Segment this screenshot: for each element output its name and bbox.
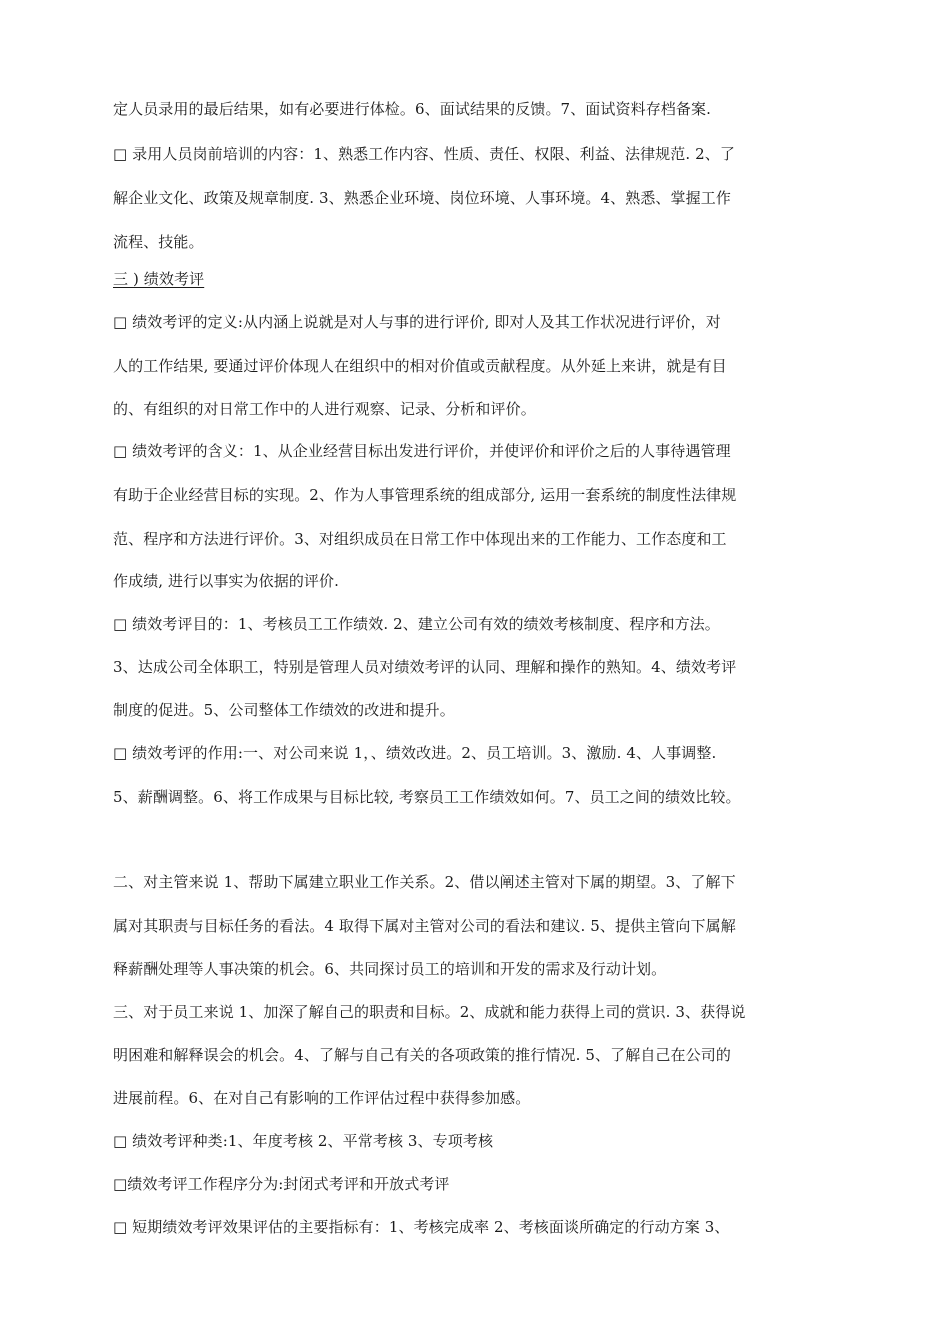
text-line: 解企业文化、政策及规章制度. 3、熟悉企业环境、岗位环境、人事环境。4、熟悉、掌握工作 [113, 189, 731, 207]
text-line: 的、有组织的对日常工作中的人进行观察、记录、分析和评价。 [113, 400, 536, 418]
text-line: 进展前程。6、在对自己有影响的工作评估过程中获得参加感。 [113, 1089, 531, 1107]
text-line: 三、对于员工来说 1、加深了解自己的职责和目标。2、成就和能力获得上司的赏识. 3、获得说 [113, 1003, 746, 1021]
text-line: 作成绩, 进行以事实为依据的评价. [113, 572, 340, 590]
text-line: 人的工作结果, 要通过评价体现人在组织中的相对价值或贡献程度。从外延上来讲，就是有目 [113, 357, 727, 375]
text-line: □ 绩效考评种类:1、年度考核 2、平常考核 3、专项考核 [113, 1132, 494, 1150]
text-line: □ 短期绩效考评效果评估的主要指标有：1、考核完成率 2、考核面谈所确定的行动方案 3、 [113, 1218, 730, 1236]
text-line: □ 绩效考评的作用:一、对公司来说 1，、绩效改进。2、员工培训。3、激励. 4、人事调整. [113, 744, 717, 762]
text-line: 二、对主管来说 1、帮助下属建立职业工作关系。2、借以阐述主管对下属的期望。3、了解下 [113, 873, 736, 891]
text-line: 属对其职责与目标任务的看法。4 取得下属对主管对公司的看法和建议. 5、提供主管向下属解 [113, 917, 736, 935]
text-line: □ 绩效考评的定义:从内涵上说就是对人与事的进行评价, 即对人及其工作状况进行评价，对 [113, 313, 721, 331]
text-line: □绩效考评工作程序分为:封闭式考评和开放式考评 [113, 1175, 450, 1193]
text-line: □ 录用人员岗前培训的内容：1、熟悉工作内容、性质、责任、权限、利益、法律规范. 2、了 [113, 145, 735, 163]
text-line: 制度的促进。5、公司整体工作绩效的改进和提升。 [113, 701, 455, 719]
text-line: 3、达成公司全体职工，特别是管理人员对绩效考评的认同、理解和操作的熟知。4、绩效考评 [113, 658, 737, 676]
text-line: 明困难和解释误会的机会。4、了解与自己有关的各项政策的推行情况. 5、了解自己在公司的 [113, 1046, 731, 1064]
section-heading: 三 ) 绩效考评 [113, 270, 205, 288]
text-line: □ 绩效考评目的：1、考核员工工作绩效. 2、建立公司有效的绩效考核制度、程序和方法。 [113, 615, 720, 633]
text-line: □ 绩效考评的含义：1、从企业经营目标出发进行评价，并使评价和评价之后的人事待遇管理 [113, 442, 731, 460]
text-line: 有助于企业经营目标的实现。2、作为人事管理系统的组成部分, 运用一套系统的制度性法律规 [113, 486, 737, 504]
text-line: 范、程序和方法进行评价。3、对组织成员在日常工作中体现出来的工作能力、工作态度和工 [113, 530, 727, 548]
text-line: 释薪酬处理等人事决策的机会。6、共同探讨员工的培训和开发的需求及行动计划。 [113, 960, 667, 978]
text-line: 流程、技能。 [113, 233, 204, 251]
text-line: 5、薪酬调整。6、将工作成果与目标比较, 考察员工工作绩效如何。7、员工之间的绩效比较。 [113, 788, 741, 806]
text-line: 定人员录用的最后结果，如有必要进行体检。6、面试结果的反馈。7、面试资料存档备案. [113, 100, 711, 118]
